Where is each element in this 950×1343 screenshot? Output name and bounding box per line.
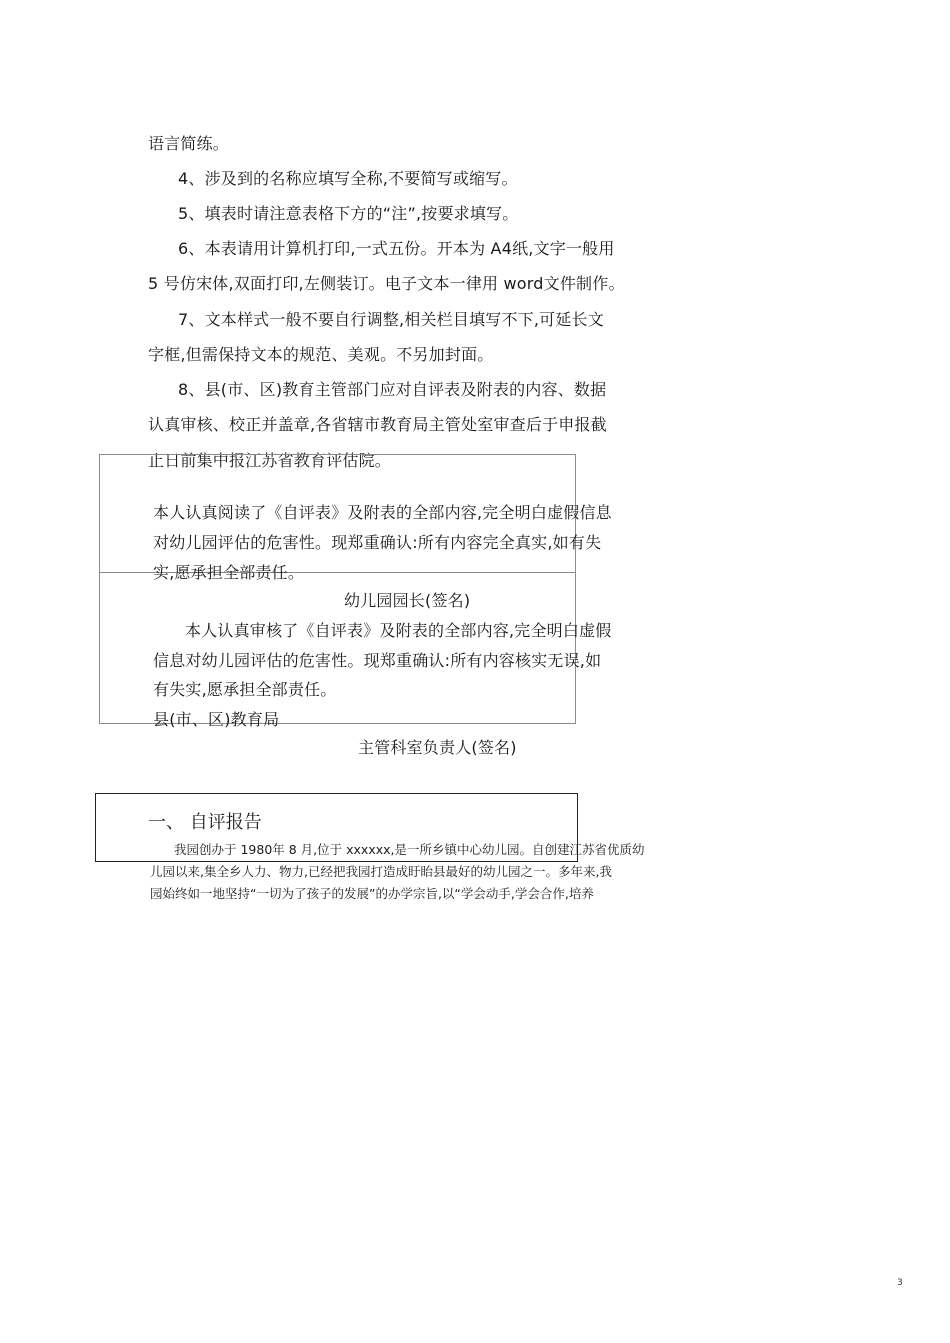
report-body-line-2: 儿园以来,集全乡人力、物力,已经把我园打造成盱眙县最好的幼儿园之一。多年来,我 [150, 864, 612, 879]
principal-declaration-line-1: 本人认真阅读了《自评表》及附表的全部内容,完全明白虚假信息 [153, 503, 612, 522]
instruction-line-6: 7、文本样式一般不要自行调整,相关栏目填写不下,可延长文 [178, 310, 604, 329]
principal-declaration-line-3: 实,愿承担全部责任。 [153, 563, 305, 582]
principal-declaration-line-2: 对幼儿园评估的危害性。现郑重确认:所有内容完全真实,如有失 [153, 533, 602, 552]
instruction-line-10: 止日前集中报江苏省教育评估院。 [148, 451, 392, 470]
instruction-line-9: 认真审核、校正并盖章,各省辖市教育局主管处室审查后于申报截 [148, 415, 607, 434]
bureau-declaration-line-3: 有失实,愿承担全部责任。 [153, 680, 337, 699]
bureau-declaration-line-1: 本人认真审核了《自评表》及附表的全部内容,完全明白虚假 [185, 621, 612, 640]
instruction-line-4: 6、本表请用计算机打印,一式五份。开本为 A4纸,文字一般用 [178, 239, 615, 258]
bureau-signature-label: 主管科室负责人(签名) [358, 738, 517, 757]
section-heading: 一、 自评报告 [148, 812, 262, 833]
page-number: 3 [897, 1278, 903, 1288]
instruction-line-2: 4、涉及到的名称应填写全称,不要简写或缩写。 [178, 169, 518, 188]
instruction-line-1: 语言简练。 [148, 134, 230, 153]
report-body-line-3: 园始终如一地坚持“一切为了孩子的发展”的办学宗旨,以“学会动手,学会合作,培养 [150, 886, 594, 901]
instruction-line-5: 5 号仿宋体,双面打印,左侧装订。电子文本一律用 word文件制作。 [148, 274, 625, 293]
instruction-line-8: 8、县(市、区)教育主管部门应对自评表及附表的内容、数据 [178, 380, 607, 399]
bureau-declaration-line-2: 信息对幼儿园评估的危害性。现郑重确认:所有内容核实无误,如 [153, 651, 602, 670]
report-body-line-1: 我园创办于 1980年 8 月,位于 xxxxxx,是一所乡镇中心幼儿园。自创建江苏省优质幼 [174, 842, 645, 857]
instruction-line-7: 字框,但需保持文本的规范、美观。不另加封面。 [148, 345, 494, 364]
bureau-name-label: 县(市、区)教育局 [153, 710, 280, 729]
instruction-line-3: 5、填表时请注意表格下方的“注”,按要求填写。 [178, 204, 519, 223]
principal-signature-label: 幼儿园园长(签名) [344, 591, 471, 610]
